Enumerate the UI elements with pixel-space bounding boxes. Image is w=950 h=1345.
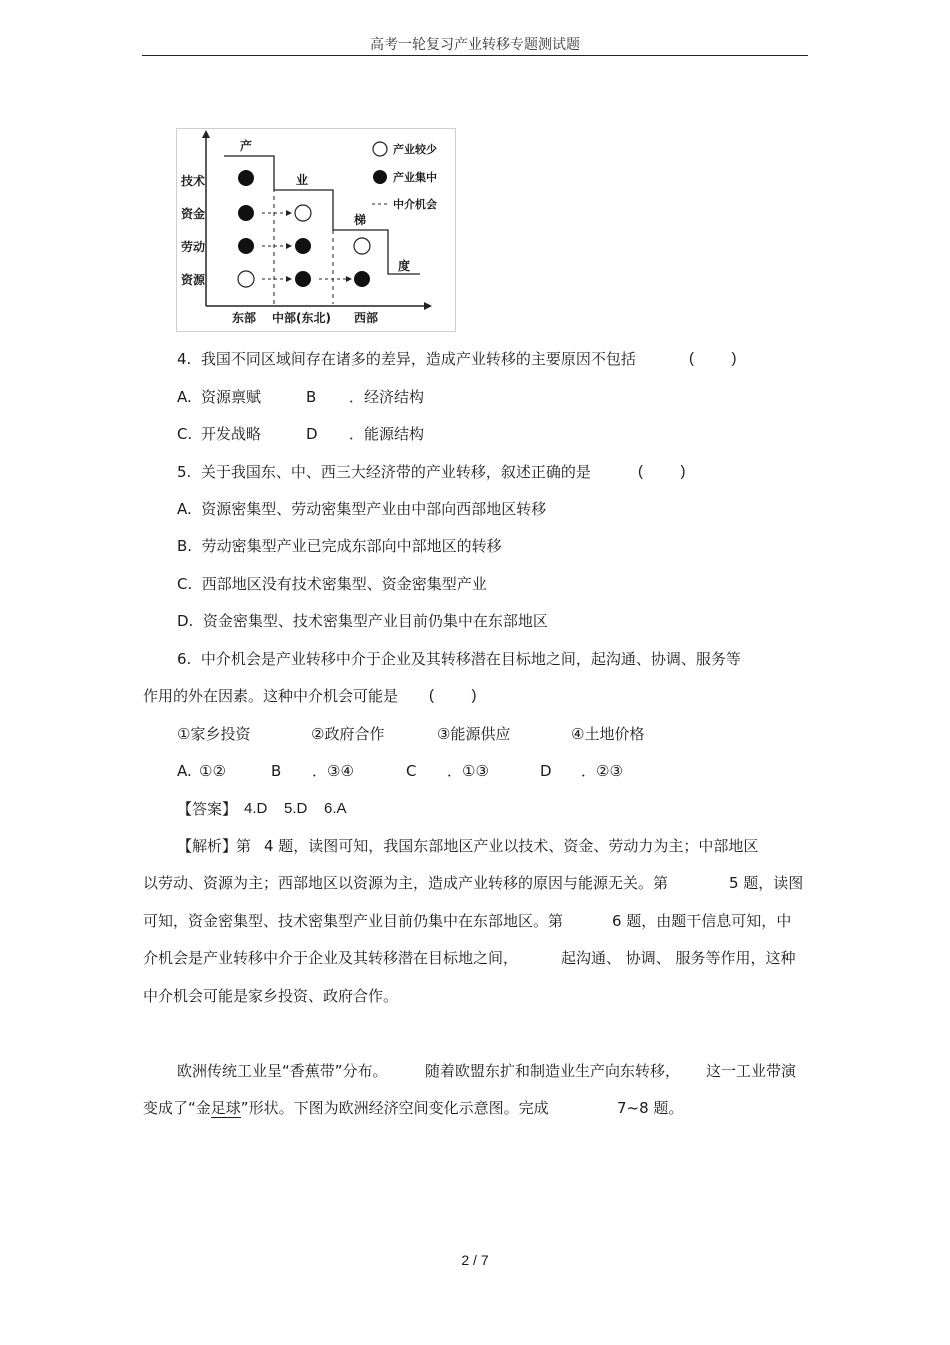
industry-gradient-diagram <box>176 128 456 332</box>
circle-resources-central-filled <box>295 271 311 287</box>
page-number: 2 / 7 <box>461 1252 489 1268</box>
intro-line1-c: 这一工业带演 <box>706 1062 797 1080</box>
intro-line2-c: 7~8 题。 <box>617 1099 684 1117</box>
legend-label-concentrated: 产业集中 <box>393 171 437 184</box>
q4-option-b: ．经济结构 <box>349 388 425 406</box>
analysis-line4-b: 起沟通、 协调、 服务等作用，这种 <box>561 949 796 967</box>
analysis-line3-b: 6 题，由题干信息可知，中 <box>612 912 792 930</box>
legend-filled-circle <box>373 170 387 184</box>
q6-option-a: ①② <box>199 762 226 780</box>
intro-line2 <box>143 1098 549 1118</box>
analysis-line2-b: 5 题，读图 <box>729 874 804 892</box>
q4-answer-blank: ( ) <box>689 350 737 367</box>
q4-option-c-letter: C. <box>177 425 193 443</box>
circle-technology-east-filled <box>238 170 254 186</box>
circle-resources-west-filled <box>354 271 370 287</box>
col-label-east: 东部 <box>232 311 257 325</box>
q4-option-a-letter: A. <box>177 388 192 406</box>
intro-line2-a: 变成了“金 <box>143 1099 211 1117</box>
analysis-line1-b: 4 题，读图可知，我国东部地区产业以技术、资金、劳动力为主；中部地区 <box>264 837 759 855</box>
q4-option-d-letter: D <box>306 425 318 443</box>
figure-frame <box>177 129 456 332</box>
intro-line1-a: 欧洲传统工业呈“香蕉带”分布。 <box>177 1062 388 1080</box>
intro-line2-b: ”形状。下图为欧洲经济空间变化示意图。完成 <box>240 1099 549 1117</box>
step-label-1: 产 <box>240 139 253 153</box>
q5-option-a: A. 资源密集型、劳动密集型产业由中部向西部地区转移 <box>177 500 547 518</box>
legend-label-intermediary: 中介机会 <box>393 198 437 211</box>
analysis-line4-a: 介机会是产业转移中介于企业及其转移潜在目标地之间， <box>143 949 519 967</box>
row-label-technology: 技术 <box>181 174 206 188</box>
analysis-line2-a: 以劳动、资源为主；西部地区以资源为主，造成产业转移的原因与能源无关。第 <box>143 874 669 892</box>
industry-gradient-figure <box>176 128 456 332</box>
x-axis-arrow <box>424 302 432 310</box>
q4-option-b-letter: B <box>306 388 317 406</box>
q5-answer-blank: ( ) <box>638 463 686 480</box>
q6-stem-line1: 6. 中介机会是产业转移中介于企业及其转移潜在目标地之间，起沟通、协调、服务等 <box>177 650 741 668</box>
q5-option-d: D. 资金密集型、技术密集型产业目前仍集中在东部地区 <box>177 612 548 630</box>
q6-item-1: ①家乡投资 <box>177 725 251 743</box>
step-label-2: 业 <box>296 173 309 187</box>
circle-labor-east-filled <box>238 238 254 254</box>
q4-option-d: ．能源结构 <box>349 425 425 443</box>
q6-option-c-letter: C <box>406 762 417 780</box>
page-header-title: 高考一轮复习产业转移专题测试题 <box>370 37 580 53</box>
q4-option-a: 资源禀赋 <box>201 388 262 406</box>
legend-open-circle <box>373 142 387 156</box>
q6-option-d: ．②③ <box>581 762 623 780</box>
circle-resources-east-open <box>238 271 254 287</box>
q5-stem: 5. 关于我国东、中、西三大经济带的产业转移，叙述正确的是 <box>177 463 591 481</box>
intro-line1-b: 随着欧盟东扩和制造业生产向东转移， <box>425 1062 681 1080</box>
q6-option-a-letter: A. <box>177 762 192 780</box>
q6-option-b: ．③④ <box>312 762 354 780</box>
q6-item-2: ②政府合作 <box>311 725 385 743</box>
circle-capital-east-filled <box>238 205 254 221</box>
circle-labor-central-filled <box>295 238 311 254</box>
q6-option-c: ．①③ <box>447 762 489 780</box>
analysis-label: 【解析】 <box>177 837 238 855</box>
legend <box>372 142 437 211</box>
step-label-4: 度 <box>398 259 411 273</box>
row-label-capital: 资金 <box>181 207 206 221</box>
analysis-line5: 中介机会可能是家乡投资、政府合作。 <box>143 987 399 1005</box>
industry-circles <box>238 170 370 287</box>
q6-option-d-letter: D <box>540 762 552 780</box>
q5-option-c: C. 西部地区没有技术密集型、资金密集型产业 <box>177 575 487 593</box>
circle-labor-west-open <box>354 238 370 254</box>
analysis-line1-a: 第 <box>236 837 252 855</box>
q4-stem: 4. 我国不同区域间存在诸多的差异，造成产业转移的主要原因不包括 <box>177 350 636 368</box>
step-label-3: 梯 <box>354 213 367 227</box>
legend-label-few: 产业较少 <box>393 143 437 156</box>
intro-line2-underlined: 足球 <box>210 1099 241 1117</box>
answer-values: 4.D 5.D 6.A <box>244 800 347 817</box>
q4-option-c: 开发战略 <box>201 425 262 443</box>
q6-stem-line2: 作用的外在因素。这种中介机会可能是 <box>143 687 399 705</box>
q6-item-4: ④土地价格 <box>571 725 645 743</box>
analysis-line3-a: 可知，资金密集型、技术密集型产业目前仍集中在东部地区。第 <box>143 912 564 930</box>
q6-option-b-letter: B <box>271 762 282 780</box>
q5-option-b: B. 劳动密集型产业已完成东部向中部地区的转移 <box>177 537 502 555</box>
q6-answer-blank: ( ) <box>429 687 477 704</box>
col-label-west: 西部 <box>354 311 379 325</box>
col-label-central: 中部(东北) <box>272 311 331 325</box>
header-rule <box>142 55 808 56</box>
circle-capital-central-open <box>295 205 311 221</box>
row-label-resources: 资源 <box>181 273 206 287</box>
q6-item-3: ③能源供应 <box>437 725 511 743</box>
row-label-labor: 劳动 <box>181 240 206 254</box>
y-axis-arrow <box>202 130 210 138</box>
answer-label: 【答案】 <box>177 800 238 818</box>
